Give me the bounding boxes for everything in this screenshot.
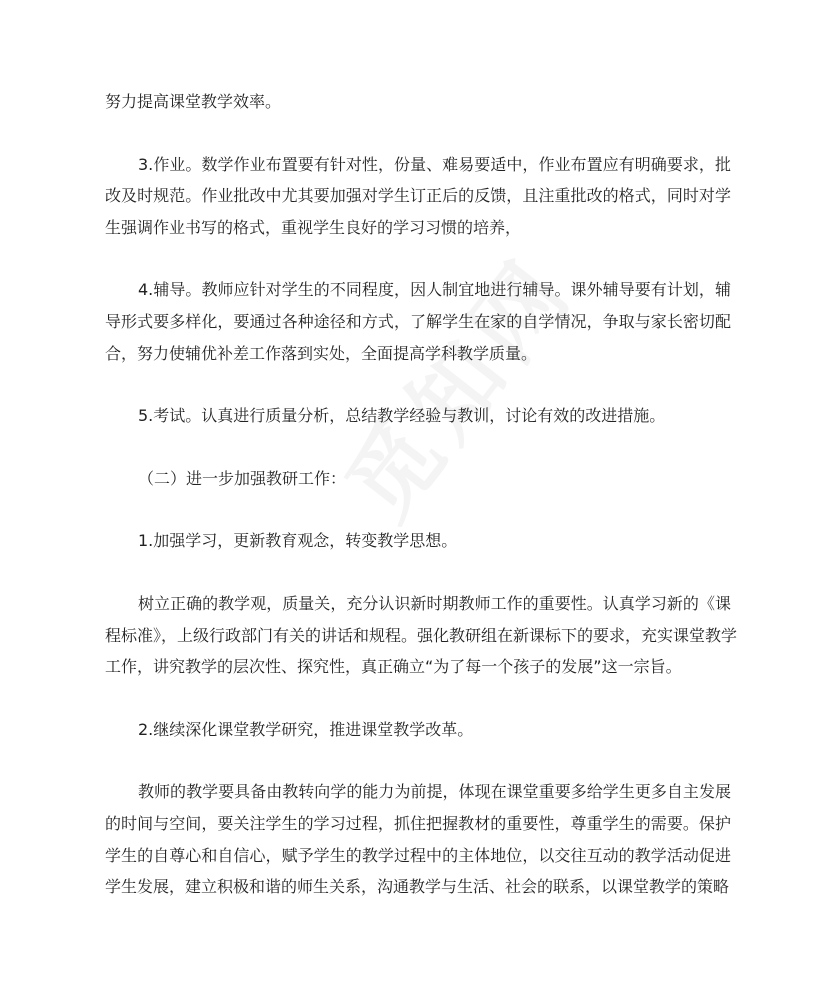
text-line: 学生发展，建立积极和谐的师生关系，沟通教学与生活、社会的联系，以课堂教学的策略 (105, 877, 730, 897)
text-line: 树立正确的教学观，质量关，充分认识新时期教师工作的重要性。认真学习新的《课 (138, 593, 731, 613)
paragraph (105, 463, 731, 495)
text-line: （二）进一步加强教研工作： (138, 468, 347, 488)
paragraph (105, 274, 731, 369)
paragraph (105, 588, 738, 683)
text-line: 1.加强学习，更新教育观念，转变教学思想。 (138, 531, 458, 551)
text-line: 合，努力使辅优补差工作落到实处，全面提高学科教学质量。 (105, 343, 538, 363)
paragraph (105, 776, 731, 902)
text-line: 程标准》，上级行政部门有关的讲话和规程。强化教研组在新课标下的要求，充实课堂教学 (105, 625, 738, 645)
text-line: 工作，讲究教学的层次性、探究性，真正确立“为了每一个孩子的发展”这一宗旨。 (105, 657, 682, 677)
text-line: 生强调作业书写的格式，重视学生良好的学习习惯的培养， (105, 217, 522, 237)
text-line: 的时间与空间，要关注学生的学习过程，抓住把握教材的重要性，尊重学生的需要。保护 (105, 813, 731, 833)
text-line: 导形式要多样化，要通过各种途径和方式，了解学生在家的自学情况，争取与家长密切配 (105, 311, 731, 331)
paragraph (105, 525, 731, 557)
paragraph (105, 400, 731, 432)
text-line: 5.考试。认真进行质量分析，总结教学经验与教训，讨论有效的改进措施。 (138, 406, 666, 426)
text-line: 改及时规范。作业批改中尤其要加强对学生订正后的反馈，且注重批改的格式，同时对学 (105, 186, 731, 206)
text-line: 3.作业。数学作业布置要有针对性，份量、难易要适中，作业布置应有明确要求，批 (138, 154, 731, 174)
paragraph (105, 714, 731, 746)
text-line: 教师的教学要具备由教转向学的能力为前提，体现在课堂重要多给学生更多自主发展 (138, 782, 731, 802)
paragraph (105, 149, 731, 244)
text-line: 努力提高课堂教学效率。 (105, 92, 282, 111)
document-page (105, 86, 738, 934)
text-line: 2.继续深化课堂教学研究，推进课堂教学改革。 (138, 719, 474, 739)
text-line: 4.辅导。教师应针对学生的不同程度，因人制宜地进行辅导。课外辅导要有计划，辅 (138, 280, 731, 300)
paragraph (105, 86, 731, 118)
text-line: 学生的自尊心和自信心，赋予学生的教学过程中的主体地位，以交往互动的教学活动促进 (105, 845, 731, 865)
